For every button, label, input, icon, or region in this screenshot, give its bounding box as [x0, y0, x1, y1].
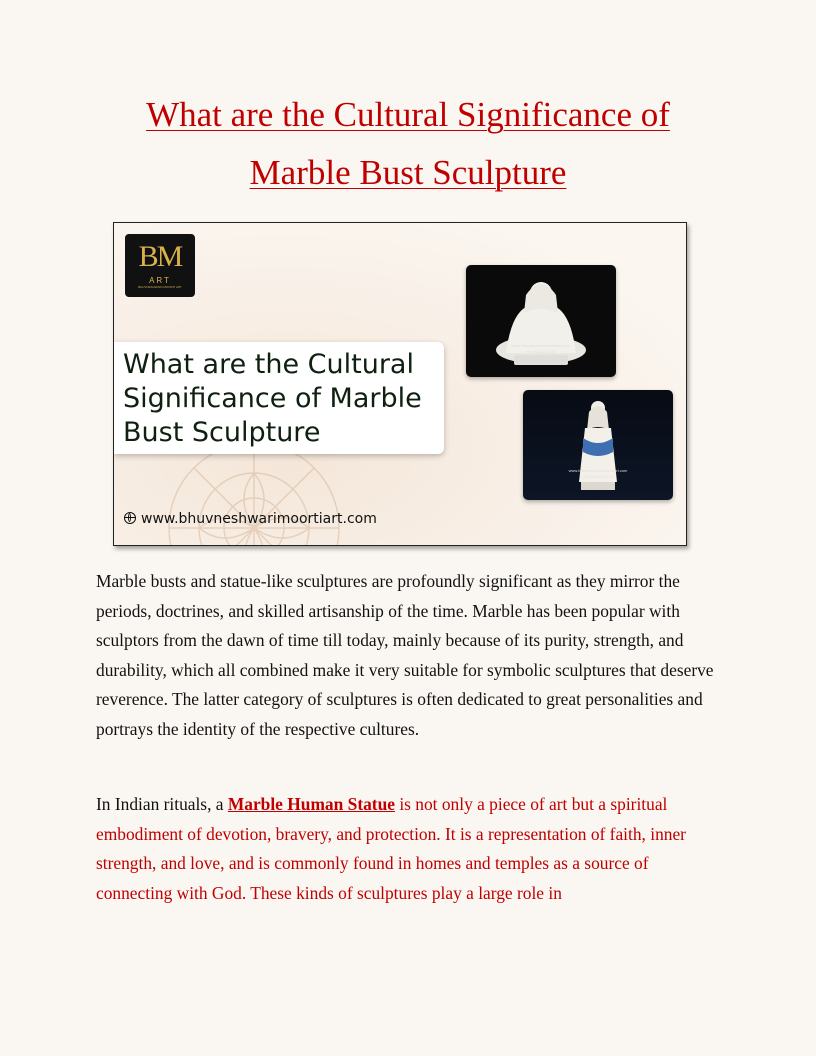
paragraph-2-prefix: In Indian rituals, a [96, 794, 228, 814]
banner-image [113, 222, 687, 546]
photo-tag-site-2: www.bhuvneshwarimoortiart.com [568, 468, 628, 473]
brand-logo [125, 234, 195, 297]
page-title-line-2: Marble Bust Sculpture [249, 153, 567, 192]
photo-tag-phone: +91 9314513710 [525, 349, 557, 354]
globe-icon [124, 512, 136, 524]
standing-statue-illustration [523, 390, 673, 500]
statue-photo-seated [466, 265, 616, 377]
banner-heading: What are the Cultural Significance of Marble Bust Sculpture [123, 349, 422, 448]
page-title-line-1: What are the Cultural Significance of [146, 95, 670, 134]
logo-mark: BM [138, 240, 182, 273]
seated-statue-illustration [466, 265, 616, 377]
banner-heading-card [114, 342, 444, 454]
paragraph-1: Marble busts and statue-like sculptures are profoundly significant as they mirror the periods, doctrines, and skilled artisanship of the time. Marble has been popular with sculptors from the dawn of time till today, mainly because of its purity, strength, and durability, which all combined make it very suitable for symbolic sculptures that deserve reverence. The latter category of sculptures is often dedicated to great personalities and portrays the identity of the respective cultures. [96, 571, 714, 739]
page-title [60, 86, 756, 202]
paragraph-2-rest: is not only a piece of art but a spiritual embodiment of devotion, bravery, and protection. It is a representation of faith, inner strength, and love, and is commonly found in homes and temples as a source of connecting with God. These kinds of sculptures play a large role in [96, 794, 686, 903]
paragraph-2 [96, 790, 716, 908]
statue-photo-standing [523, 390, 673, 500]
banner-url-text: www.bhuvneshwarimoortiart.com [141, 511, 377, 527]
photo-tag-site: www.bhuvneshwarimoortiart.com [511, 343, 571, 348]
marble-human-statue-link[interactable]: Marble Human Statue [227, 794, 395, 814]
logo-text: ART [149, 276, 171, 285]
logo-subtext: BHUVNESHWARI MOORTI ART [138, 285, 182, 289]
banner-url [124, 511, 377, 527]
photo-tag-phone-2: +91 9314513710 [582, 474, 614, 479]
